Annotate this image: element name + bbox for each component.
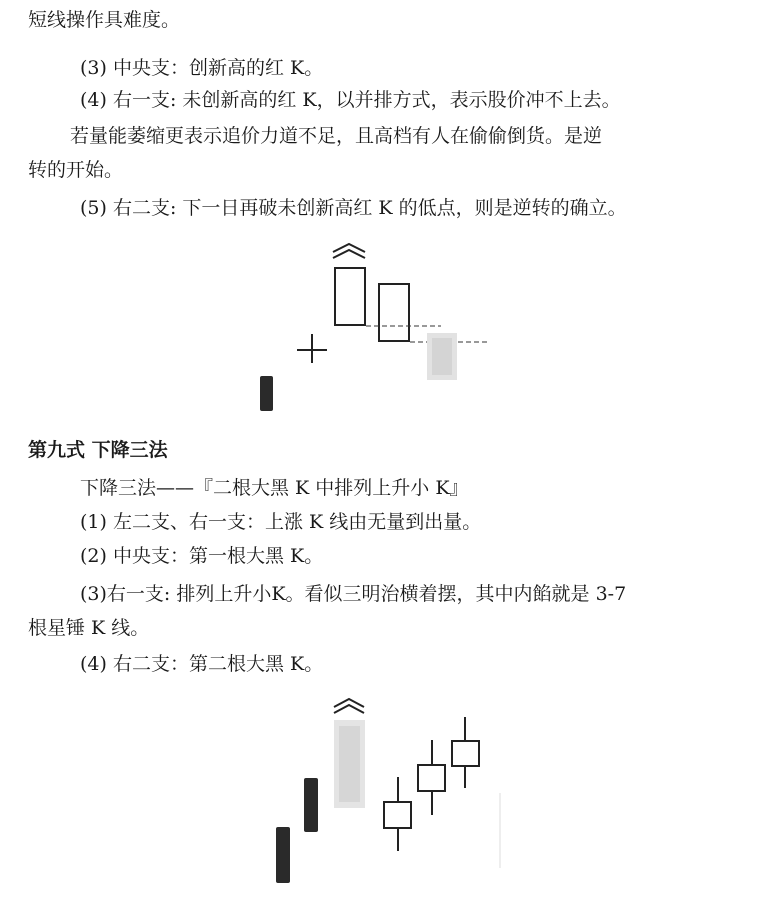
item-5-right-two: (5) 右二支: 下一日再破未创新高红 K 的低点，则是逆转的确立。 [80, 197, 627, 219]
center-red-candle [335, 268, 365, 325]
intro-line: 短线操作具难度。 [28, 9, 181, 31]
subtitle-line: 下降三法——『二根大黑 K 中排列上升小 K』 [80, 477, 469, 499]
item-4-right-two: (4) 右二支：第二根大黑 K。 [80, 653, 324, 675]
small-candle-2 [418, 765, 445, 791]
black-candle-first [304, 778, 318, 832]
item-3-continuation: 根星锤 K 线。 [28, 617, 150, 639]
black-candle-small [260, 376, 273, 411]
item-2-center: (2) 中央支：第一根大黑 K。 [80, 545, 324, 567]
item-4-right-one: (4) 右一支: 未创新高的红 K，以并排方式，表示股价冲不上去。 [80, 89, 621, 111]
item-3-center: (3) 中央支：创新高的红 K。 [80, 57, 324, 79]
section-heading: 第九式 下降三法 [28, 439, 168, 461]
note-line-2: 转的开始。 [28, 159, 124, 181]
small-candle-1 [384, 802, 411, 828]
note-line-1: 若量能萎缩更表示追价力道不足，且高档有人在偷偷倒货。是逆 [70, 125, 603, 147]
small-candle-3 [452, 741, 479, 766]
item-3-right-one: (3)右一支: 排列上升小K。看似三明治横着摆，其中内餡就是 3-7 [80, 583, 627, 605]
item-1-left: (1) 左二支、右一支：上涨 K 线由无量到出量。 [80, 511, 482, 533]
black-candle-second [276, 827, 290, 883]
right-one-red-candle [379, 284, 409, 341]
